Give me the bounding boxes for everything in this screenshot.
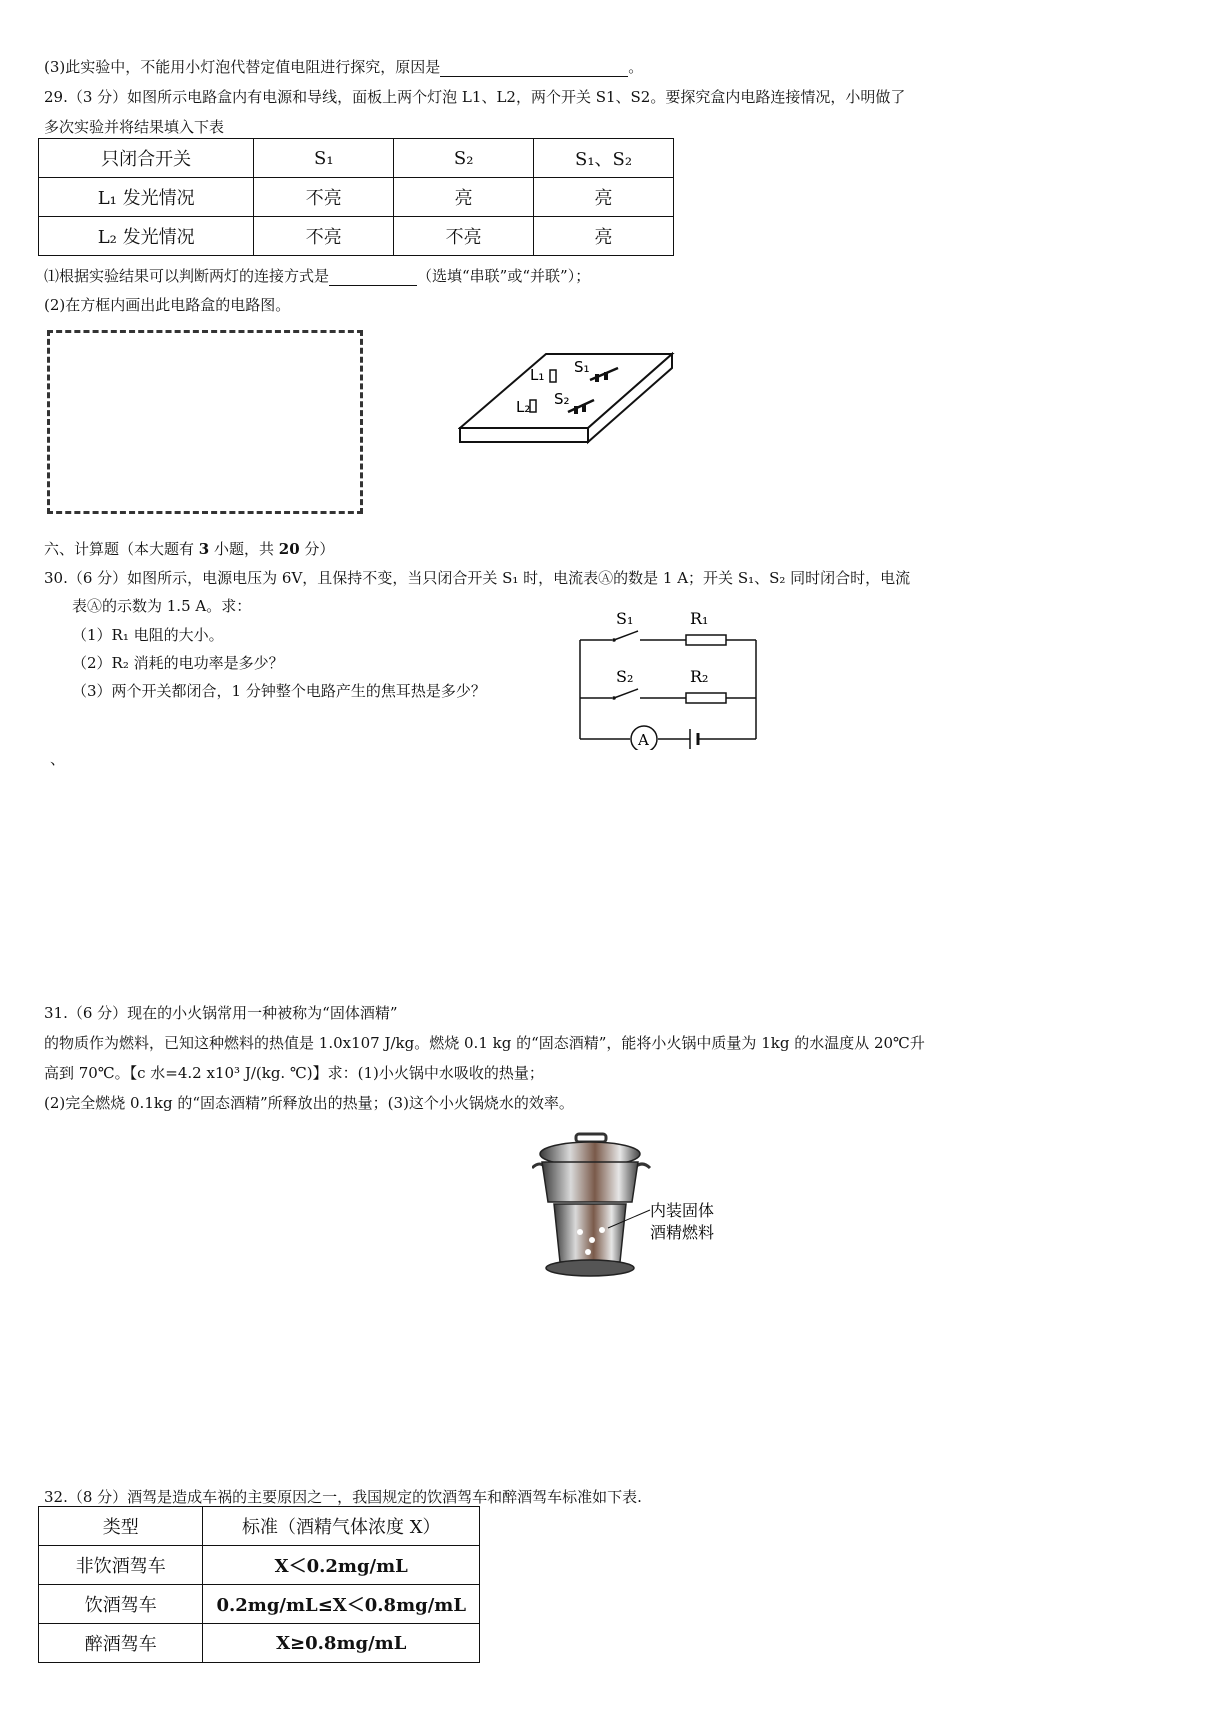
l2-label: L₂ [516, 398, 531, 416]
table-row [39, 217, 674, 256]
table-cell: 0.2mg/mL≤X＜0.8mg/mL [203, 1585, 480, 1624]
table-cell: 亮 [394, 178, 534, 217]
q31-line-2: 的物质作为燃料，已知这种燃料的热值是 1.0x107 J/kg。燃烧 0.1 kg 的“固态酒精”，能将小火锅中质量为 1kg 的水温度从 20℃升 [44, 1034, 925, 1052]
l1-label: L₁ [530, 366, 545, 384]
table-cell: 亮 [534, 217, 674, 256]
q29-stem-1: 29.（3 分）如图所示电路盒内有电源和导线，面板上两个灯泡 L1、L2，两个开关 S1、S2。要探究盒内电路连接情况，小明做了 [44, 88, 906, 106]
table-cell: 不亮 [254, 217, 394, 256]
section-6-count: 3 [198, 540, 210, 558]
r1-label: R₁ [690, 609, 709, 628]
base-plate [546, 1260, 634, 1276]
section-6-text: 小题，共 [209, 540, 279, 558]
q29-sub1-text: ⑴根据实验结果可以判断两灯的连接方式是 [44, 267, 330, 285]
q29-results-table [38, 138, 674, 256]
table-cell: L₂ 发光情况 [39, 217, 254, 256]
q30-circuit-diagram [572, 605, 762, 750]
table-cell: 只闭合开关 [39, 139, 254, 178]
q29-sub2: (2)在方框内画出此电路盒的电路图。 [44, 296, 291, 314]
q31-line-1: 31.（6 分）现在的小火锅常用一种被称为“固体酒精” [44, 1004, 398, 1022]
drawing-answer-box[interactable] [47, 330, 363, 514]
table-row [39, 178, 674, 217]
vent-hole [589, 1237, 595, 1243]
section-6-heading [44, 538, 334, 559]
switch-s2-post [574, 406, 578, 414]
table-cell: 醉酒驾车 [39, 1624, 203, 1663]
section-6-text: 六、计算题（本大题有 [44, 540, 199, 558]
vent-hole [577, 1229, 583, 1235]
circuit-box-figure [458, 350, 678, 450]
switch-s1-icon [614, 631, 638, 640]
table-cell: 非饮酒驾车 [39, 1546, 203, 1585]
vent-hole [599, 1227, 605, 1233]
table-cell: 不亮 [394, 217, 534, 256]
s1-label: S₁ [574, 358, 590, 376]
table-row [39, 1546, 480, 1585]
section-6-points: 20 [278, 540, 300, 558]
q28-3-line [44, 56, 643, 77]
pot-body [542, 1162, 638, 1202]
table-header-row [39, 139, 674, 178]
q32-stem: 32.（8 分）酒驾是造成车祸的主要原因之一，我国规定的饮酒驾车和醉酒驾车标准如下表. [44, 1488, 642, 1506]
table-cell: 类型 [39, 1507, 203, 1546]
section-6-text: 分） [299, 540, 335, 558]
q28-3-tail: 。 [628, 58, 644, 76]
ammeter-label: A [638, 731, 649, 749]
resistor-r1-icon [686, 635, 726, 645]
q31-line-3: 高到 70℃。【c 水=4.2 x10³ J/(kg. ℃)】求：(1)小火锅中水吸收的热量； [44, 1064, 544, 1082]
resistor-r2-icon [686, 693, 726, 703]
fuel-label-2: 酒精燃料 [650, 1223, 715, 1242]
vent-hole [585, 1249, 591, 1255]
table-cell: S₁ [254, 139, 394, 178]
q31-line-4: (2)完全燃烧 0.1kg 的“固态酒精”所释放出的热量；(3)这个小火锅烧水的效率。 [44, 1094, 574, 1112]
table-cell: 不亮 [254, 178, 394, 217]
q29-sub1 [44, 265, 590, 286]
s2-label: S₂ [554, 390, 570, 408]
table-cell: S₁、S₂ [534, 139, 674, 178]
q30-sub1: （1）R₁ 电阻的大小。 [72, 626, 224, 644]
switch-s1-post [604, 372, 608, 380]
switch-s1-post [595, 374, 599, 382]
q30-stem-1: 30.（6 分）如图所示，电源电压为 6V，且保持不变，当只闭合开关 S₁ 时，电流表Ⓐ的数是 1 A；开关 S₁、S₂ 同时闭合时，电流 [44, 569, 911, 587]
table-cell: S₂ [394, 139, 534, 178]
q30-stem-2: 表Ⓐ的示数为 1.5 A。求： [72, 597, 252, 615]
bulb-l1-icon [550, 370, 556, 382]
q30-sub3: （3）两个开关都闭合，1 分钟整个电路产生的焦耳热是多少？ [72, 682, 486, 700]
q29-sub1-tail: （选填“串联”或“并联”）； [417, 267, 591, 285]
table-cell: X≥0.8mg/mL [203, 1624, 480, 1663]
r2-label: R₂ [690, 667, 709, 686]
table-cell: 标准（酒精气体浓度 X） [203, 1507, 480, 1546]
answer-blank[interactable] [329, 267, 417, 286]
s1-label: S₁ [616, 609, 634, 628]
table-cell: L₁ 发光情况 [39, 178, 254, 217]
box-front-face [460, 428, 588, 442]
answer-blank[interactable] [440, 58, 628, 77]
table-row [39, 1624, 480, 1663]
fuel-label-1: 内装固体 [650, 1201, 715, 1220]
lid-handle-icon [576, 1134, 606, 1142]
bulb-l2-icon [530, 400, 536, 412]
stray-mark: 、 [50, 750, 66, 768]
table-cell: 亮 [534, 178, 674, 217]
q30-sub2: （2）R₂ 消耗的电功率是多少？ [72, 654, 284, 672]
table-header-row [39, 1507, 480, 1546]
table-row [39, 1585, 480, 1624]
table-cell: 饮酒驾车 [39, 1585, 203, 1624]
q32-standards-table [38, 1506, 480, 1663]
q29-stem-2: 多次实验并将结果填入下表 [44, 118, 225, 136]
s2-label: S₂ [616, 667, 634, 686]
switch-s2-icon [614, 689, 638, 698]
q28-3-text: (3)此实验中，不能用小灯泡代替定值电阻进行探究，原因是 [44, 58, 441, 76]
switch-s2-post [582, 404, 586, 412]
hotpot-illustration [532, 1132, 742, 1282]
table-cell: X＜0.2mg/mL [203, 1546, 480, 1585]
